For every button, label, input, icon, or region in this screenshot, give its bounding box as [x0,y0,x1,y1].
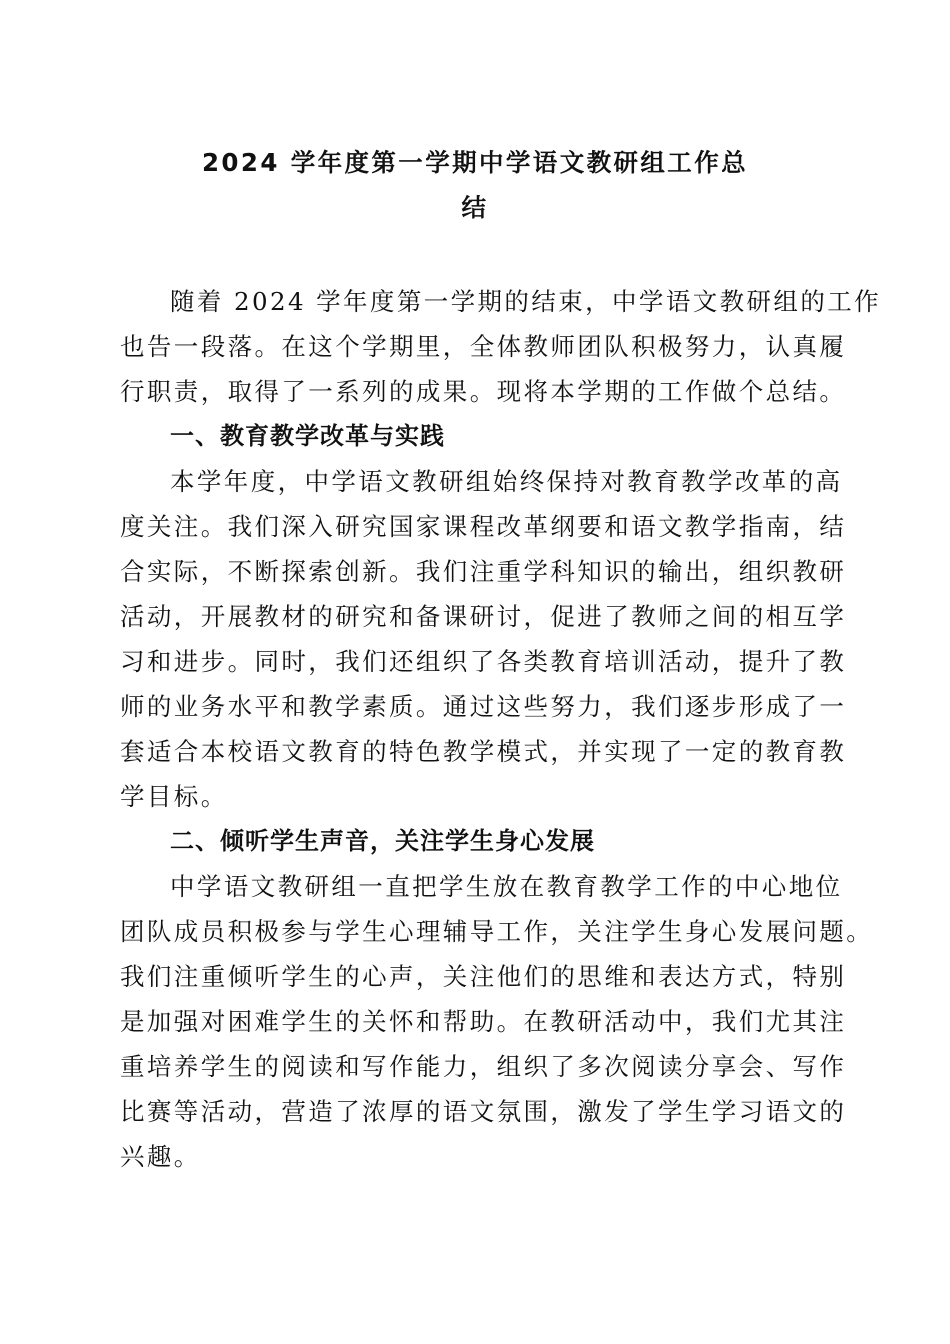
section-2-paragraph [120,864,874,1179]
paragraph-line: 行职责，取得了一系列的成果。现将本学期的工作做个总结。 [120,377,847,406]
paragraph-line: 师的业务水平和教学素质。通过这些努力，我们逐步形成了一 [120,692,847,721]
section-heading: 二、倾听学生声音，关注学生身心发展 [170,827,595,855]
paragraph-line: 比赛等活动，营造了浓厚的语文氛围，激发了学生学习语文的 [120,1097,847,1126]
paragraph-line: 学目标。 [120,782,228,811]
paragraph-line: 是加强对困难学生的关怀和帮助。在教研活动中，我们尤其注 [120,1007,847,1036]
paragraph-line: 度关注。我们深入研究国家课程改革纲要和语文教学指南，结 [120,512,847,541]
paragraph-line: 团队成员积极参与学生心理辅导工作，关注学生身心发展问题。 [120,917,874,946]
paragraph-line: 随着 2024 学年度第一学期的结束，中学语文教研组的工作 [170,287,882,316]
paragraph-line: 我们注重倾听学生的心声，关注他们的思维和表达方式，特别 [120,962,847,991]
paragraph-line: 套适合本校语文教育的特色教学模式，并实现了一定的教育教 [120,737,847,766]
paragraph-line: 重培养学生的阅读和写作能力，组织了多次阅读分享会、写作 [120,1052,847,1081]
section-heading: 一、教育教学改革与实践 [170,422,445,450]
paragraph-line: 合实际，不断探索创新。我们注重学科知识的输出，组织教研 [120,557,847,586]
paragraph-line: 本学年度，中学语文教研组始终保持对教育教学改革的高 [170,467,843,496]
title-line: 结 [461,193,489,222]
section-1-paragraph [120,459,847,819]
title-line: 2024 学年度第一学期中学语文教研组工作总 [201,148,749,177]
paragraph-line: 也告一段落。在这个学期里，全体教师团队积极努力，认真履 [120,332,847,361]
document-body [120,279,882,1179]
paragraph-line: 习和进步。同时，我们还组织了各类教育培训活动，提升了教 [120,647,847,676]
paragraph-line: 活动，开展教材的研究和备课研讨，促进了教师之间的相互学 [120,602,847,631]
paragraph-line: 兴趣。 [120,1142,201,1171]
paragraph-line: 中学语文教研组一直把学生放在教育教学工作的中心地位 [170,872,843,901]
document-title [120,140,830,230]
intro-paragraph [120,279,882,414]
